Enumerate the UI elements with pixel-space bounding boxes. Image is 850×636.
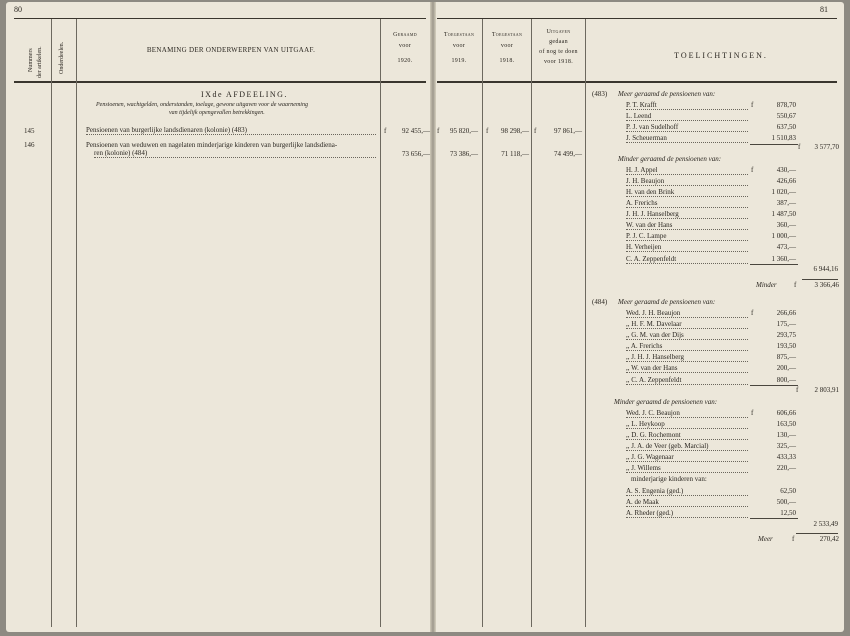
note-result-label: Minder <box>756 280 777 289</box>
note-person-name: P. J. C. Lampe <box>626 232 748 241</box>
note-amount: 550,67 <box>776 112 796 121</box>
note-person-name: ,, A. Frerichs <box>626 342 748 351</box>
note-person-name: H. Verheijen <box>626 243 748 252</box>
note-amount: 360,— <box>776 221 796 230</box>
florin-sign: f <box>751 101 754 110</box>
note-amount: 266,66 <box>776 308 796 317</box>
note-person-name: C. A. Zeppenfeldt <box>626 255 748 264</box>
sum-rule <box>750 144 798 145</box>
article-number: 145 <box>24 127 35 135</box>
col-divider <box>482 19 483 627</box>
florin-sign: f <box>437 127 440 135</box>
note-person-name: J. H. J. Hanselberg <box>626 210 748 219</box>
note-person-name: A. de Maak <box>626 498 748 507</box>
article-description: Pensioenen van burgerlijke landsdienaren (kolonie) (483) <box>86 126 376 135</box>
note-amount: 193,50 <box>776 342 796 351</box>
toegestaan-1919-value: 95 820,— <box>450 127 478 135</box>
note-person-name: Wed. J. C. Beaujon <box>626 409 748 418</box>
note-amount: 130,— <box>776 431 796 439</box>
uitgaven-value: 97 861,— <box>554 127 582 135</box>
section-subtitle: van tijdelijk opengevallen betrekkingen. <box>169 110 265 116</box>
note-person-name: A. Rheder (ged.) <box>626 509 748 518</box>
note-amount: 12,50 <box>780 508 796 517</box>
note-ref-483: (483) <box>592 90 608 98</box>
note-person-name: P. J. van Sudelhoff <box>626 123 748 132</box>
note-result-label: Meer <box>758 534 773 543</box>
sum-rule <box>796 533 838 534</box>
note-person-name: ,, H. F. M. Davelaar <box>626 320 748 329</box>
note-heading-meer: Meer geraamd de pensioenen van: <box>618 297 716 306</box>
note-heading-minder: Minder geraamd de pensioenen van: <box>618 154 722 163</box>
header-geraamd: Geraamd voor 1920. <box>393 32 417 64</box>
note-amount: 473,— <box>776 243 796 252</box>
article-description-cont: ren (kolonie) (484) <box>94 149 376 158</box>
toegestaan-1918-value: 71 118,— <box>501 150 529 158</box>
note-person-name: ,, C. A. Zeppenfeldt <box>626 376 748 385</box>
note-person-name: A. Frerichs <box>626 199 748 208</box>
florin-sign: f <box>384 127 387 135</box>
note-person-name: ,, J. Willems <box>626 464 748 473</box>
book-spine <box>430 2 436 632</box>
page-number-left: 80 <box>14 5 22 14</box>
col-divider <box>531 19 532 627</box>
header-uitgaven: Uitgaven gedaan of nog te doen voor 1918. <box>539 29 578 65</box>
note-subtotal: 6 944,16 <box>813 264 838 273</box>
florin-sign: f <box>486 127 489 135</box>
note-amount: 387,— <box>776 199 796 207</box>
note-amount: 430,— <box>776 165 796 174</box>
note-person-name: ,, L. Heykoop <box>626 420 748 429</box>
col-divider <box>380 19 381 627</box>
note-amount: 1 360,— <box>771 254 796 263</box>
header-toegestaan-1919: Toegestaan voor 1919. <box>443 32 475 64</box>
florin-sign: f <box>792 534 795 543</box>
section-subtitle: Pensioenen, wachtgelden, onderstanden, toelage, gewone uitgaven voor de waarneming <box>96 102 308 108</box>
note-person-name: ,, J. G. Wagenaar <box>626 453 748 462</box>
note-person-name: J. H. Beaujon <box>626 177 748 186</box>
note-amount: 62,50 <box>780 486 796 495</box>
note-person-name: H. J. Appel <box>626 166 748 175</box>
header-onderdeelen: Onderdeelen. <box>59 41 65 74</box>
note-amount: 220,— <box>776 464 796 473</box>
note-result-value: 3 366,46 <box>814 280 839 289</box>
section-title: IXde AFDEELING. <box>201 90 288 99</box>
note-amount: 606,66 <box>776 408 796 417</box>
header-toegestaan-1918: Toegestaan voor 1918. <box>491 32 523 64</box>
note-person-name: A. S. Engenia (ged.) <box>626 487 748 496</box>
note-amount: 433,33 <box>776 453 796 462</box>
florin-sign: f <box>751 165 754 174</box>
sum-rule <box>750 518 798 519</box>
header-nummers: Nummers <box>28 48 34 72</box>
florin-sign: f <box>796 385 799 394</box>
sum-rule <box>750 264 798 265</box>
toegestaan-1919-value: 73 386,— <box>450 150 478 158</box>
note-amount: 878,70 <box>776 101 796 110</box>
col-divider <box>585 19 586 627</box>
note-subheading: minderjarige kinderen van: <box>631 475 707 484</box>
article-description: Pensioenen van weduwen en nagelaten minderjarige kinderen van burgerlijke landsdiena- <box>86 141 338 149</box>
note-amount: 637,50 <box>776 123 796 132</box>
header-top-rule-right <box>437 18 837 19</box>
note-subtotal: 3 577,70 <box>814 142 839 151</box>
geraamd-value: 92 455,— <box>402 127 430 135</box>
note-amount: 500,— <box>776 497 796 506</box>
florin-sign: f <box>794 280 797 289</box>
florin-sign: f <box>798 142 801 151</box>
note-amount: 1 020,— <box>771 187 796 196</box>
note-subtotal: 2 533,49 <box>813 519 838 528</box>
note-person-name: ,, J. A. de Veer (geb. Marcial) <box>626 442 748 451</box>
note-person-name: J. Scheuerman <box>626 134 748 143</box>
note-person-name: Wed. J. H. Beaujon <box>626 309 748 318</box>
note-person-name: W. van der Hans <box>626 221 748 230</box>
note-heading-minder: Minder geraamd de pensioenen van: <box>614 397 718 406</box>
note-person-name: ,, J. H. J. Hanselberg <box>626 353 748 362</box>
geraamd-value: 73 656,— <box>402 150 430 158</box>
page-number-right: 81 <box>820 5 828 14</box>
florin-sign: f <box>751 408 754 417</box>
note-amount: 1 000,— <box>771 232 796 241</box>
note-ref-484: (484) <box>592 297 608 306</box>
note-person-name: ,, W. van der Hans <box>626 364 748 373</box>
note-amount: 426,66 <box>776 176 796 185</box>
note-person-name: ,, D. G. Rochemont <box>626 431 748 440</box>
note-subtotal: 2 803,91 <box>814 385 839 394</box>
note-person-name: P. T. Krafft <box>626 101 748 110</box>
note-amount: 875,— <box>776 353 796 362</box>
note-amount: 325,— <box>776 442 796 451</box>
uitgaven-value: 74 499,— <box>554 150 582 158</box>
note-amount: 200,— <box>776 364 796 373</box>
note-amount: 175,— <box>776 320 796 328</box>
header-benaming: BENAMING DER ONDERWERPEN VAN UITGAAF. <box>146 46 316 54</box>
header-artikelen: der artikelen. <box>37 46 43 78</box>
note-amount: 1 487,50 <box>771 210 796 219</box>
col-divider <box>76 19 77 627</box>
note-person-name: H. van den Brink <box>626 188 748 197</box>
note-amount: 1 510,83 <box>771 134 796 143</box>
sum-rule <box>802 279 838 280</box>
note-amount: 163,50 <box>776 419 796 428</box>
article-number: 146 <box>24 141 35 149</box>
note-person-name: L. Leend <box>626 112 748 121</box>
note-amount: 800,— <box>776 375 796 384</box>
note-heading-meer: Meer geraamd de pensioenen van: <box>618 90 716 98</box>
florin-sign: f <box>534 127 537 135</box>
note-amount: 293,75 <box>776 331 796 340</box>
col-divider <box>51 19 52 627</box>
header-bottom-rule-right <box>437 81 837 83</box>
florin-sign: f <box>751 308 754 317</box>
toegestaan-1918-value: 98 298,— <box>501 127 529 135</box>
header-toelichtingen: TOELICHTINGEN. <box>674 51 768 60</box>
ledger-book <box>6 2 844 632</box>
note-result-value: 270,42 <box>819 534 839 543</box>
note-person-name: ,, G. M. van der Dijs <box>626 331 748 340</box>
sum-rule <box>750 385 798 386</box>
